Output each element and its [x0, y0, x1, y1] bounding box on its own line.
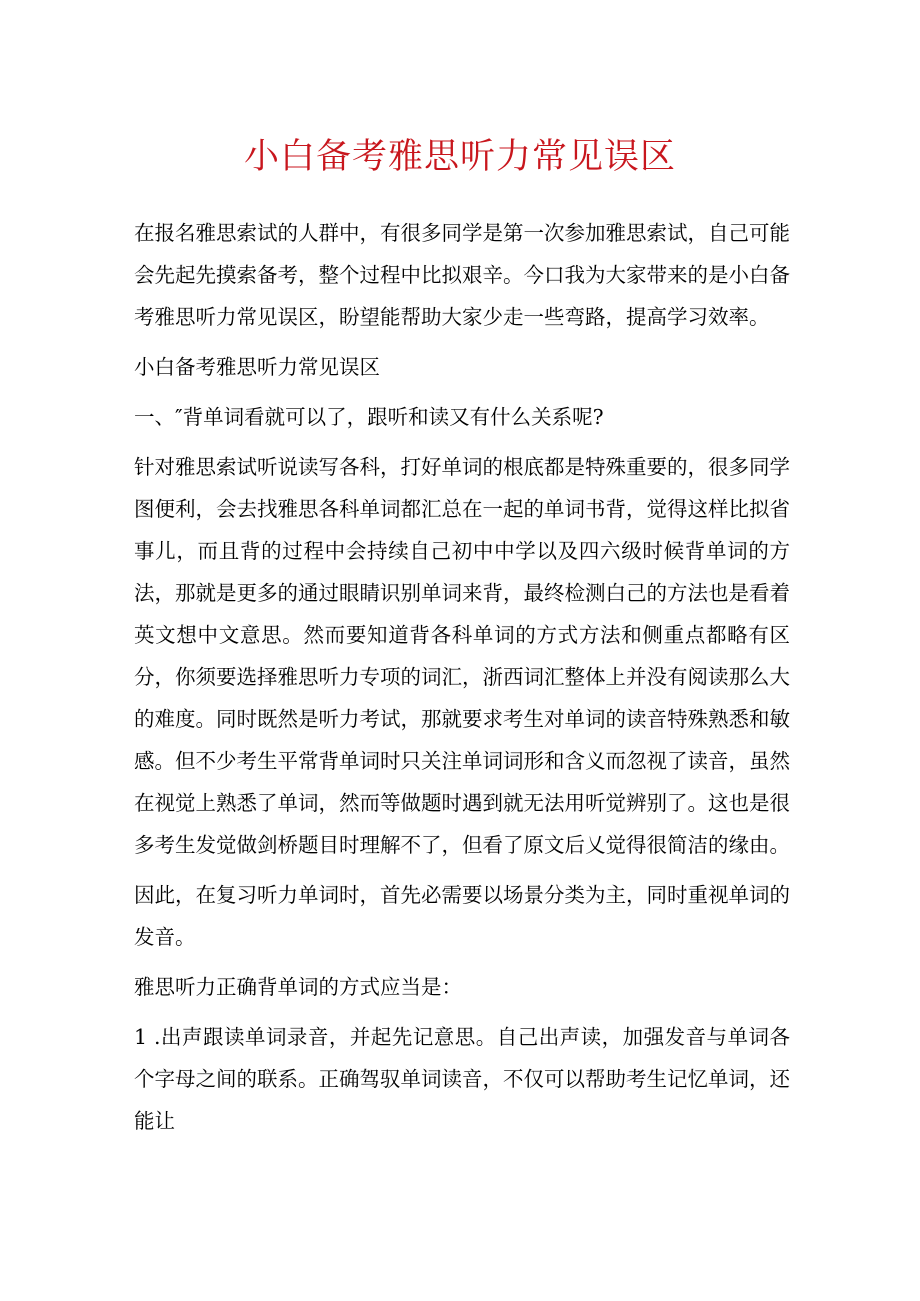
body-paragraph: 因此，在复习听力单词时，首先必需要以场景分类为主，同时重视单词的发音。 [134, 883, 790, 949]
intro-paragraph: 在报名雅思索试的人群中，有很多同学是第一次参加雅思索试，自己可能会先起先摸索备考，整个过程中比拟艰辛。今口我为大家带来的是小白备考雅思听力常见误区，盼望能帮助大家少走一些弯路，提高学习效率。 [134, 221, 790, 329]
document-body [134, 212, 790, 1150]
subsection-heading-1: 一、″背单词看就可以了，跟听和读又有什么关系呢? [134, 405, 604, 429]
body-paragraph: 针对雅思索试听说读写各科，打好单词的根底都是特殊重要的，很多同学图便利，会去找雅思各科单词都汇总在一起的单词书背，觉得这样比拟省事儿，而且背的过程中会持续自己初中中学以及四六级时候背单词的方法，那就是更多的通过眼睛识别单词来背，最终检测白己的方法也是看着英文想中文意思。然而要知道背各科单词的方式方法和侧重点都略有区分，你须要选择雅思听力专项的词汇，浙西词汇整体上并没有阅读那么大的难度。同时既然是听力考试，那就要求考生对单词的读音特殊熟悉和敏感。但不少考生平常背单词时只关注单词词形和含义而忽视了读音，虽然在视觉上熟悉了单词，然而等做题时遇到就无法用听觉辨别了。这也是很多考生发觉做剑桥题目时理解不了，但看了原文后乂觉得很简洁的缘由。 [134, 455, 790, 857]
list-item-1: 1 .出声跟读单词录音，并起先记意思。自己出声读，加强发音与单词各个字母之间的联系。正确驾驭单词读音，不仅可以帮助考生记忆单词，还能让 [134, 1025, 790, 1133]
section-heading: 小白备考雅思听力常见误区 [134, 355, 380, 379]
document-title: 小白备考雅思听力常见误区 [243, 137, 676, 177]
body-paragraph: 雅思听力正确背单词的方式应当是： [134, 975, 462, 999]
